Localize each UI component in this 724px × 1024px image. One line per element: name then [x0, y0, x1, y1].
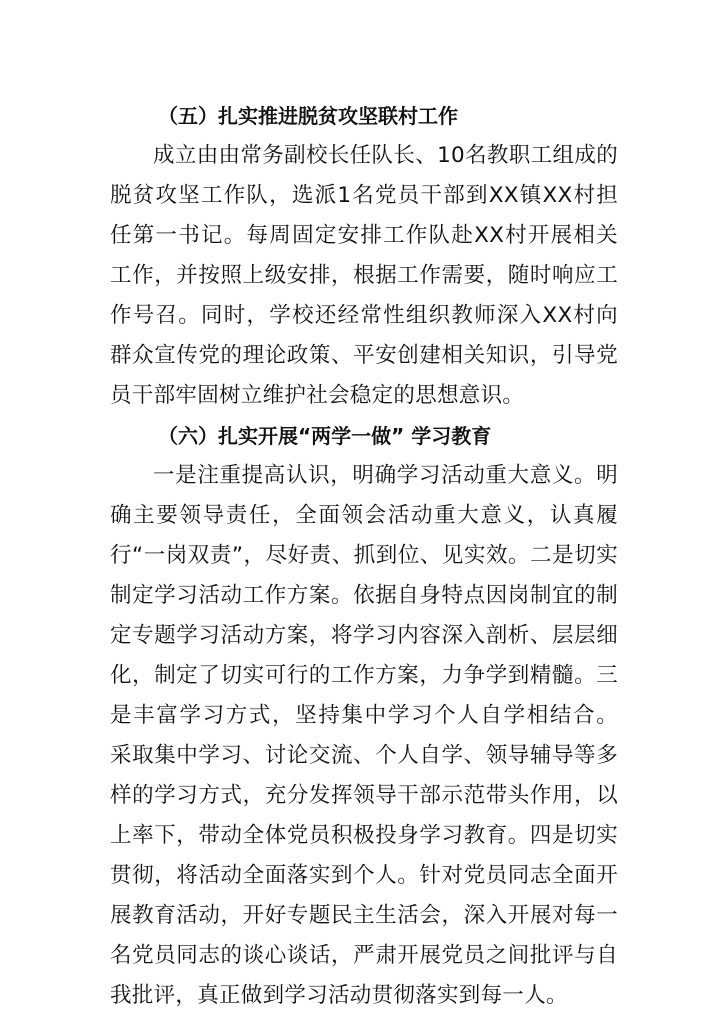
section-heading-6: （六）扎实开展“两学一做” 学习教育: [158, 424, 492, 448]
section-paragraph-6: 一是注重提高认识，明确学习活动重大意义。明确主要领导责任，全面领会活动重大意义，认真履行“一岗双责”，尽好责、抓到位、见实效。二是切实制定学习活动工作方案。依据自身特点因岗制宜的制定专题学习活动方案，将学习内容深入剖析、层层细化，制定了切实可行的工作方案，力争学到精髓。三是丰富学习方式，坚持集中学习个人自学相结合。 采取集中学习、讨论交流、个人自学、领导辅导等多样的学习方式，充分发挥领导干部示范带头作用，以上率下，带动全体党员积极投身学习教育。四是切实贯彻，将活动全面落实到个人。针对党员同志全面开展教育活动，开好专题民主生活会，深入开展对每一名党员同志的谈心谈话，严肃开展党员之间批评与自我批评，真正做到学习活动贯彻落实到每一人。: [110, 463, 618, 1008]
section-heading-5: （五）扎实推进脱贫攻坚联村工作: [158, 104, 458, 128]
document-body: [110, 96, 618, 1016]
section-paragraph-5: 成立由由常务副校长任队长、10名教职工组成的脱贫攻坚工作队，选派1名党员干部到XX镇XX村担任第一书记。每周固定安排工作队赴XX村开展相关工作，并按照上级安排，根据工作需要，随时响应工作号召。同时，学校还经常性组织教师深入XX村向群众宣传党的理论政策、平安创建相关知识，引导党员干部牢固树立维护社会稳定的思想意识。: [110, 143, 618, 408]
